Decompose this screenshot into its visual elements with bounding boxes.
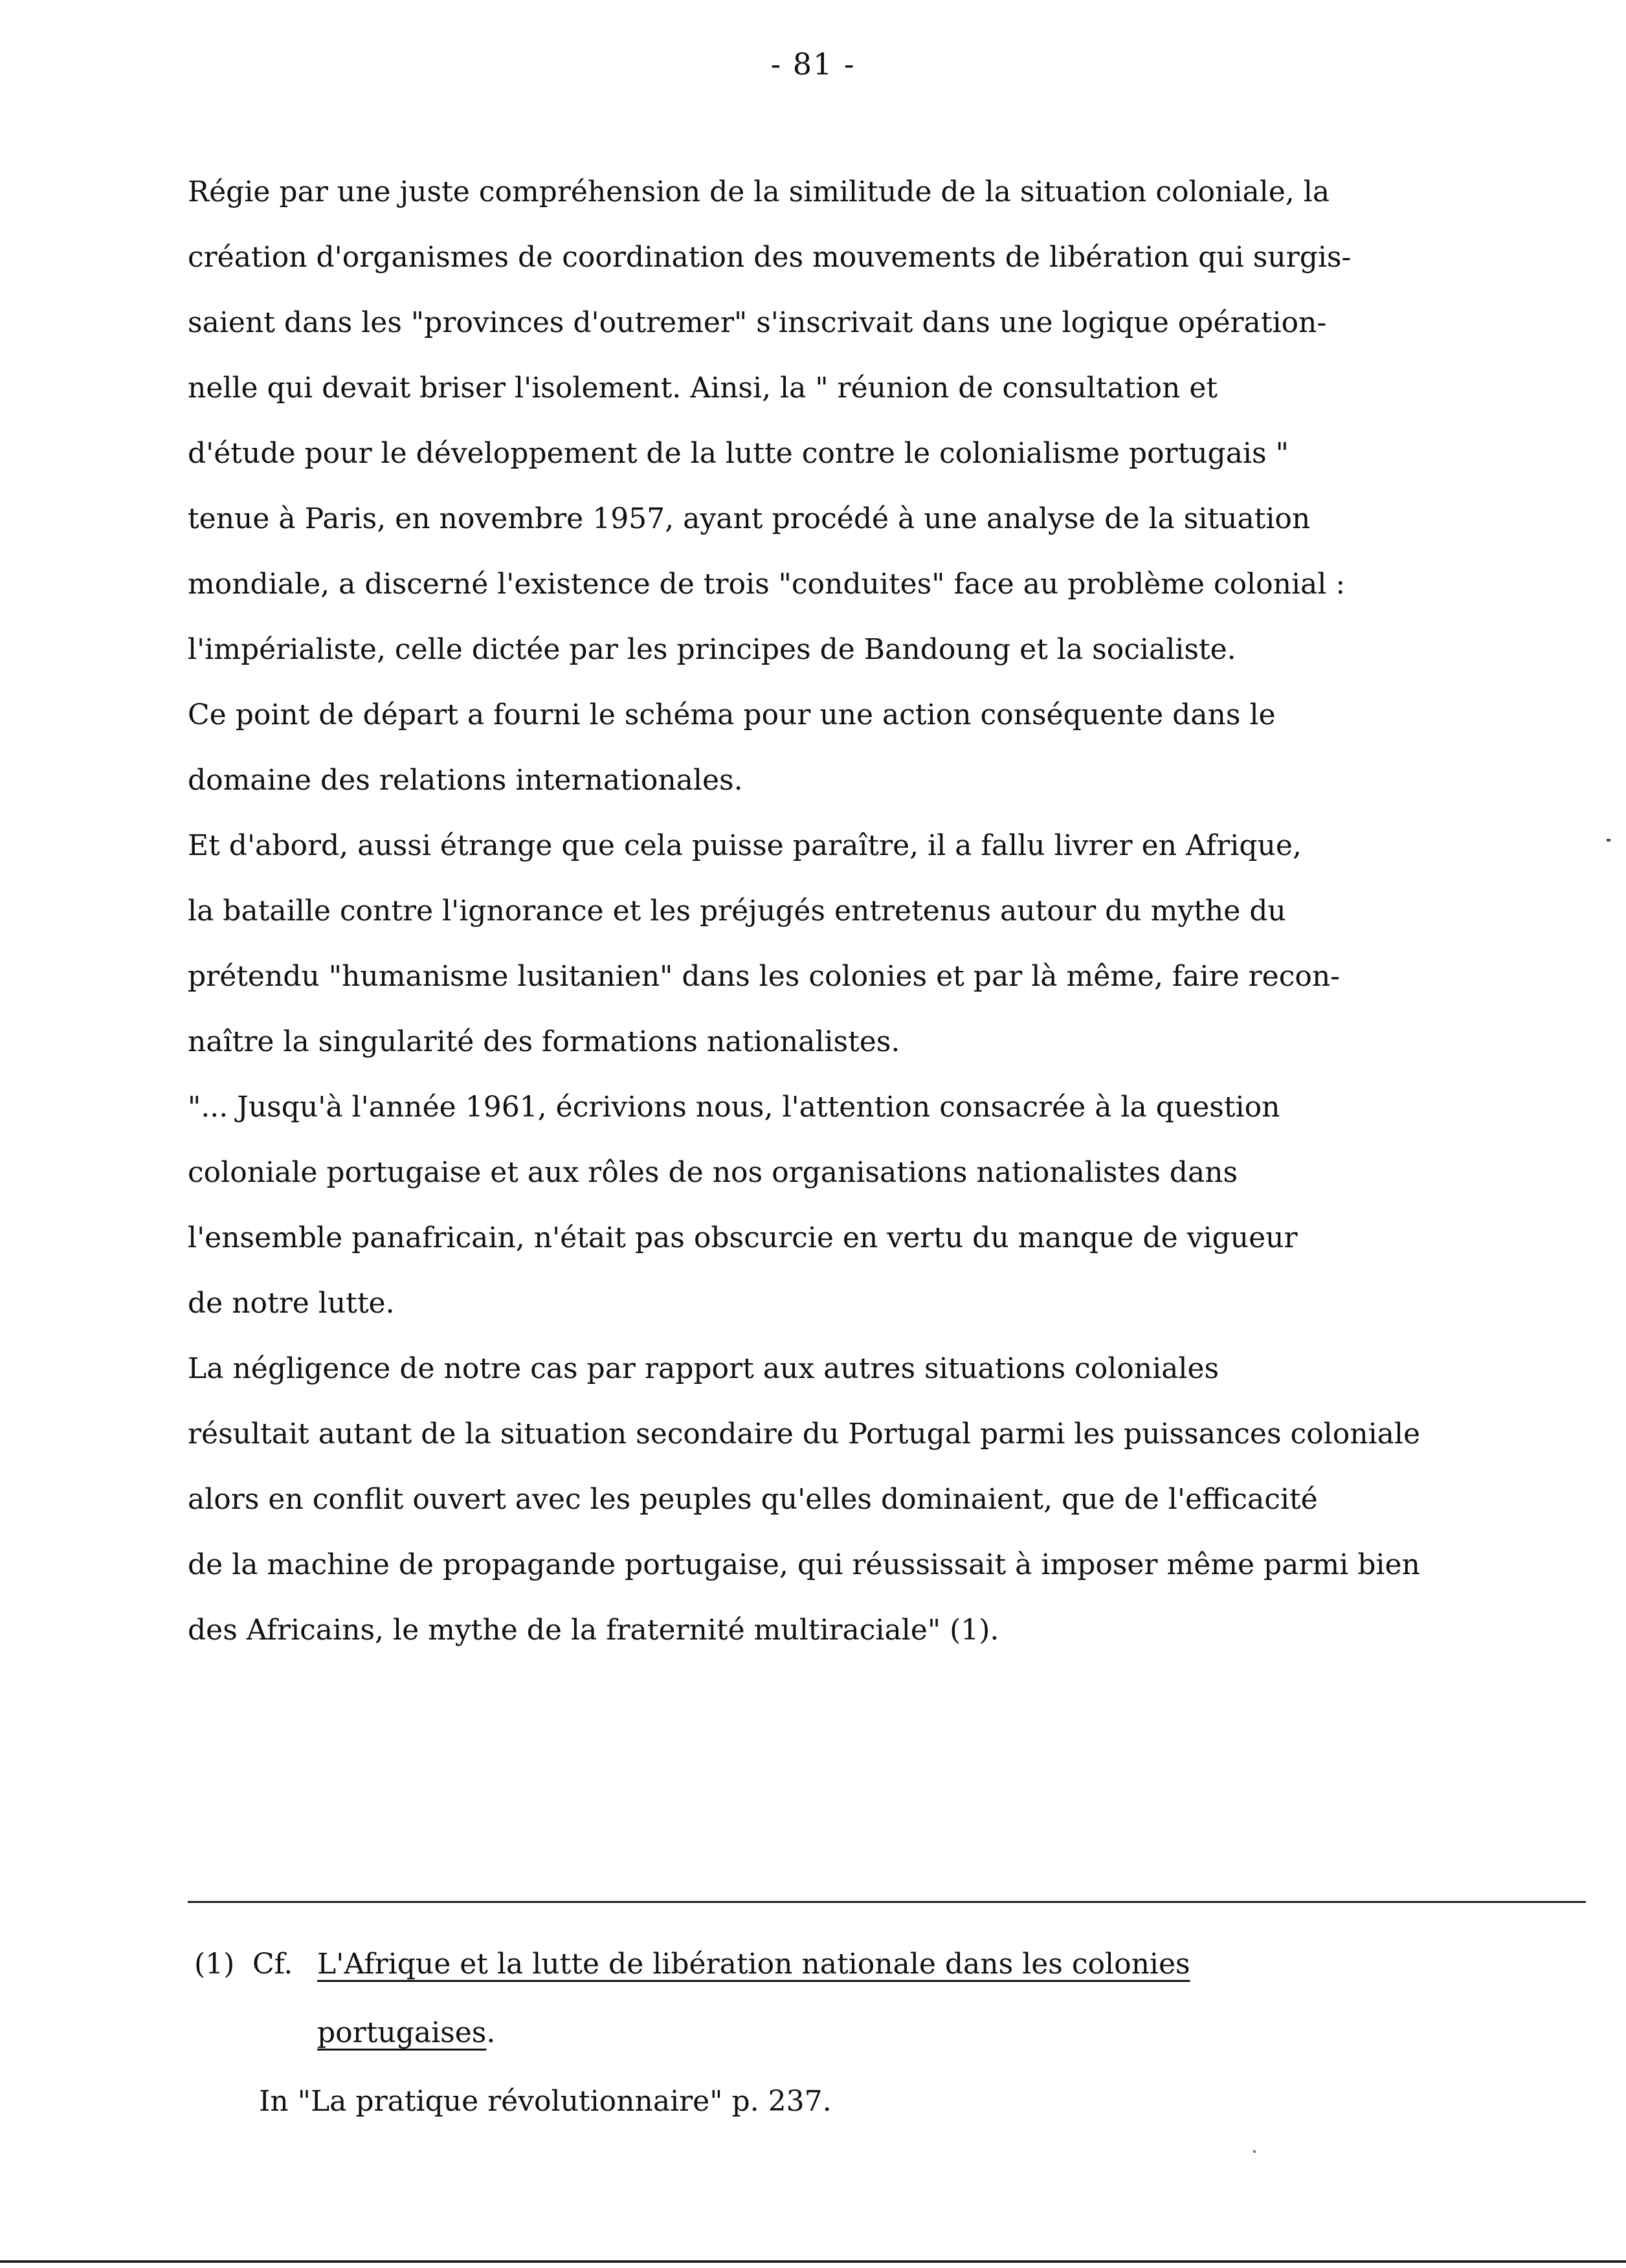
- footnote-title-part2: portugaises: [317, 2016, 487, 2049]
- footnote-marker: (1): [194, 1948, 235, 1981]
- footnote-line-1: [194, 1930, 1554, 1999]
- text-line: prétendu "humanisme lusitanien" dans les colonies et par là même, faire recon-: [188, 960, 1341, 993]
- text-line: La négligence de notre cas par rapport aux autres situations coloniales: [188, 1352, 1220, 1385]
- text-line: des Africains, le mythe de la fraternité multiraciale" (1).: [188, 1614, 999, 1647]
- footnote-source: In "La pratique révolutionnaire" p. 237.: [259, 2085, 832, 2118]
- text-line: création d'organismes de coordination des mouvements de libération qui surgis-: [188, 241, 1352, 274]
- text-line: Régie par une juste compréhension de la similitude de la situation coloniale, la: [188, 175, 1330, 208]
- text-line: l'impérialiste, celle dictée par les principes de Bandoung et la socialiste.: [188, 633, 1236, 666]
- text-line: de la machine de propagande portugaise, qui réussissait à imposer même parmi bien: [188, 1548, 1420, 1581]
- text-line: d'étude pour le développement de la lutte contre le colonialisme portugais ": [188, 437, 1289, 470]
- footnote-divider: [188, 1901, 1586, 1903]
- text-line: de notre lutte.: [188, 1287, 395, 1320]
- text-line: mondiale, a discerné l'existence de trois "conduites" face au problème colonial :: [188, 568, 1346, 601]
- scan-speck: [1607, 839, 1610, 841]
- text-line: Et d'abord, aussi étrange que cela puisse paraître, il a fallu livrer en Afrique,: [188, 829, 1302, 862]
- text-line: coloniale portugaise et aux rôles de nos organisations nationalistes dans: [188, 1156, 1238, 1189]
- footnote: [194, 1930, 1554, 2136]
- page-number: - 81 -: [770, 47, 856, 82]
- text-line: tenue à Paris, en novembre 1957, ayant procédé à une analyse de la situation: [188, 502, 1311, 535]
- footnote-title-end: .: [486, 2016, 496, 2049]
- footnote-title-part1: L'Afrique et la lutte de libération nationale dans les colonies: [317, 1948, 1190, 1981]
- text-line: la bataille contre l'ignorance et les préjugés entretenus autour du mythe du: [188, 895, 1286, 928]
- scan-speck: [1253, 2150, 1256, 2153]
- text-line: nelle qui devait briser l'isolement. Ainsi, la " réunion de consultation et: [188, 372, 1218, 405]
- footnote-cf: Cf.: [252, 1948, 293, 1981]
- text-line: résultait autant de la situation secondaire du Portugal parmi les puissances coloniale: [188, 1418, 1420, 1451]
- text-line: "... Jusqu'à l'année 1961, écrivions nous, l'attention consacrée à la question: [188, 1091, 1280, 1124]
- footnote-line-2: [194, 1999, 1554, 2067]
- text-line: naître la singularité des formations nationalistes.: [188, 1025, 900, 1058]
- text-line: alors en conflit ouvert avec les peuples qu'elles dominaient, que de l'efficacité: [188, 1483, 1318, 1516]
- body-text: [188, 159, 1534, 1663]
- text-line: Ce point de départ a fourni le schéma pour une action conséquente dans le: [188, 698, 1276, 731]
- text-line: saient dans les "provinces d'outremer" s'inscrivait dans une logique opération-: [188, 306, 1327, 339]
- text-line: domaine des relations internationales.: [188, 764, 743, 797]
- scan-edge-line: [0, 2260, 1626, 2263]
- text-line: l'ensemble panafricain, n'était pas obscurcie en vertu du manque de vigueur: [188, 1221, 1298, 1254]
